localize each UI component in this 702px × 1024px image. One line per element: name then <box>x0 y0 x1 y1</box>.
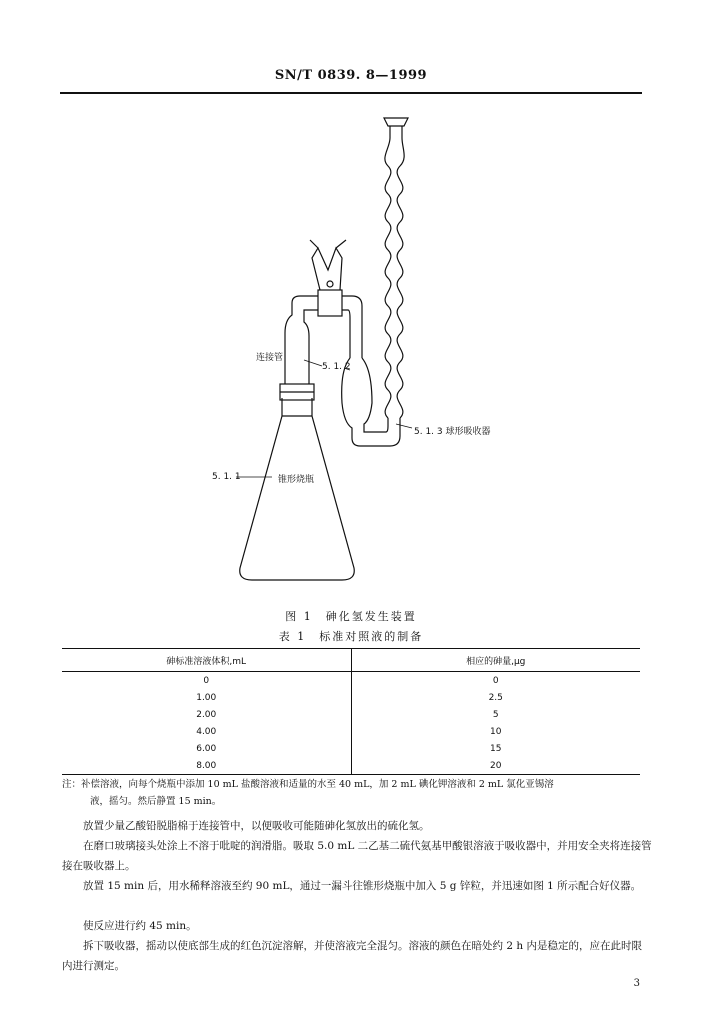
cell-volume: 6.00 <box>62 740 351 757</box>
table-row <box>62 672 640 690</box>
label-ref-5-1-2: 5. 1. 2 <box>322 362 351 372</box>
figure-caption: 图 1 砷化氢发生装置 <box>285 610 417 623</box>
label-conical-flask: 锥形烧瓶 <box>278 475 315 485</box>
table-caption: 表 1 标准对照液的制备 <box>278 630 424 643</box>
cell-arsenic-amount: 0 <box>492 675 499 686</box>
cell-volume: 8.00 <box>62 757 351 775</box>
cell-volume: 0 <box>62 672 351 690</box>
header-rule <box>60 92 642 94</box>
paragraph-lead-acetate: 放置少量乙酸铅脱脂棉于连接管中，以便吸收可能随砷化氢放出的硫化氢。 <box>83 820 430 832</box>
cell-arsenic-amount: 10 <box>490 726 502 737</box>
cell-volume: 2.00 <box>62 706 351 723</box>
cell-arsenic-amount: 15 <box>490 743 502 754</box>
paragraph-measurement: 拆下吸收器，摇动以使底部生成的红色沉淀溶解，并使溶液完全混匀。溶液的颜色在暗处约 2 h 内是稳定的，应在此时限内进行测定。 <box>62 940 642 972</box>
table-row <box>62 689 640 706</box>
standard-solution-table <box>62 648 640 775</box>
cell-arsenic-amount: 2.5 <box>488 692 503 703</box>
paragraph-zinc-addition: 放置 15 min 后，用水稀释溶液至约 90 mL，通过一漏斗往锥形烧瓶中加入 5 g 锌粒，并迅速如图 1 所示配合好仪器。 <box>83 880 642 892</box>
paragraph-grease-absorber: 在磨口玻璃接头处涂上不溶于吡啶的润滑脂。吸取 5.0 mL 二乙基二硫代氨基甲酸银溶液于吸收器中，并用安全夹将连接管接在吸收器上。 <box>62 840 652 872</box>
column-header-volume: 砷标准溶液体积,mL <box>62 649 351 672</box>
cell-volume: 4.00 <box>62 723 351 740</box>
column-header-arsenic-amount: 相应的砷量,μg <box>351 649 640 672</box>
note-line-2: 液，摇匀。然后静置 15 min。 <box>90 796 222 807</box>
apparatus-figure <box>200 108 560 598</box>
table-header-row <box>62 649 640 672</box>
cell-volume: 1.00 <box>62 689 351 706</box>
note-line-1: 注：补偿溶液，向每个烧瓶中添加 10 mL 盐酸溶液和适量的水至 40 mL，加 2 mL 碘化钾溶液和 2 mL 氯化亚锡溶 <box>62 779 554 790</box>
cell-arsenic-amount: 20 <box>351 757 640 775</box>
table-note <box>62 776 652 810</box>
label-connector-tube: 连接管 <box>256 353 284 363</box>
label-ref-5-1-1: 5. 1. 1 <box>212 472 241 482</box>
table-row <box>62 740 640 757</box>
table-row <box>62 706 640 723</box>
table-row <box>62 723 640 740</box>
spherical-absorber-drawing <box>384 118 408 418</box>
label-ref-5-1-3-absorber: 5. 1. 3 球形吸收器 <box>414 427 491 437</box>
table-row <box>62 757 640 775</box>
cell-arsenic-amount: 5 <box>492 709 499 720</box>
page-number: 3 <box>633 978 640 989</box>
paragraph-reaction-time: 使反应进行约 45 min。 <box>83 920 197 932</box>
document-code: SN/T 0839. 8—1999 <box>274 68 428 83</box>
